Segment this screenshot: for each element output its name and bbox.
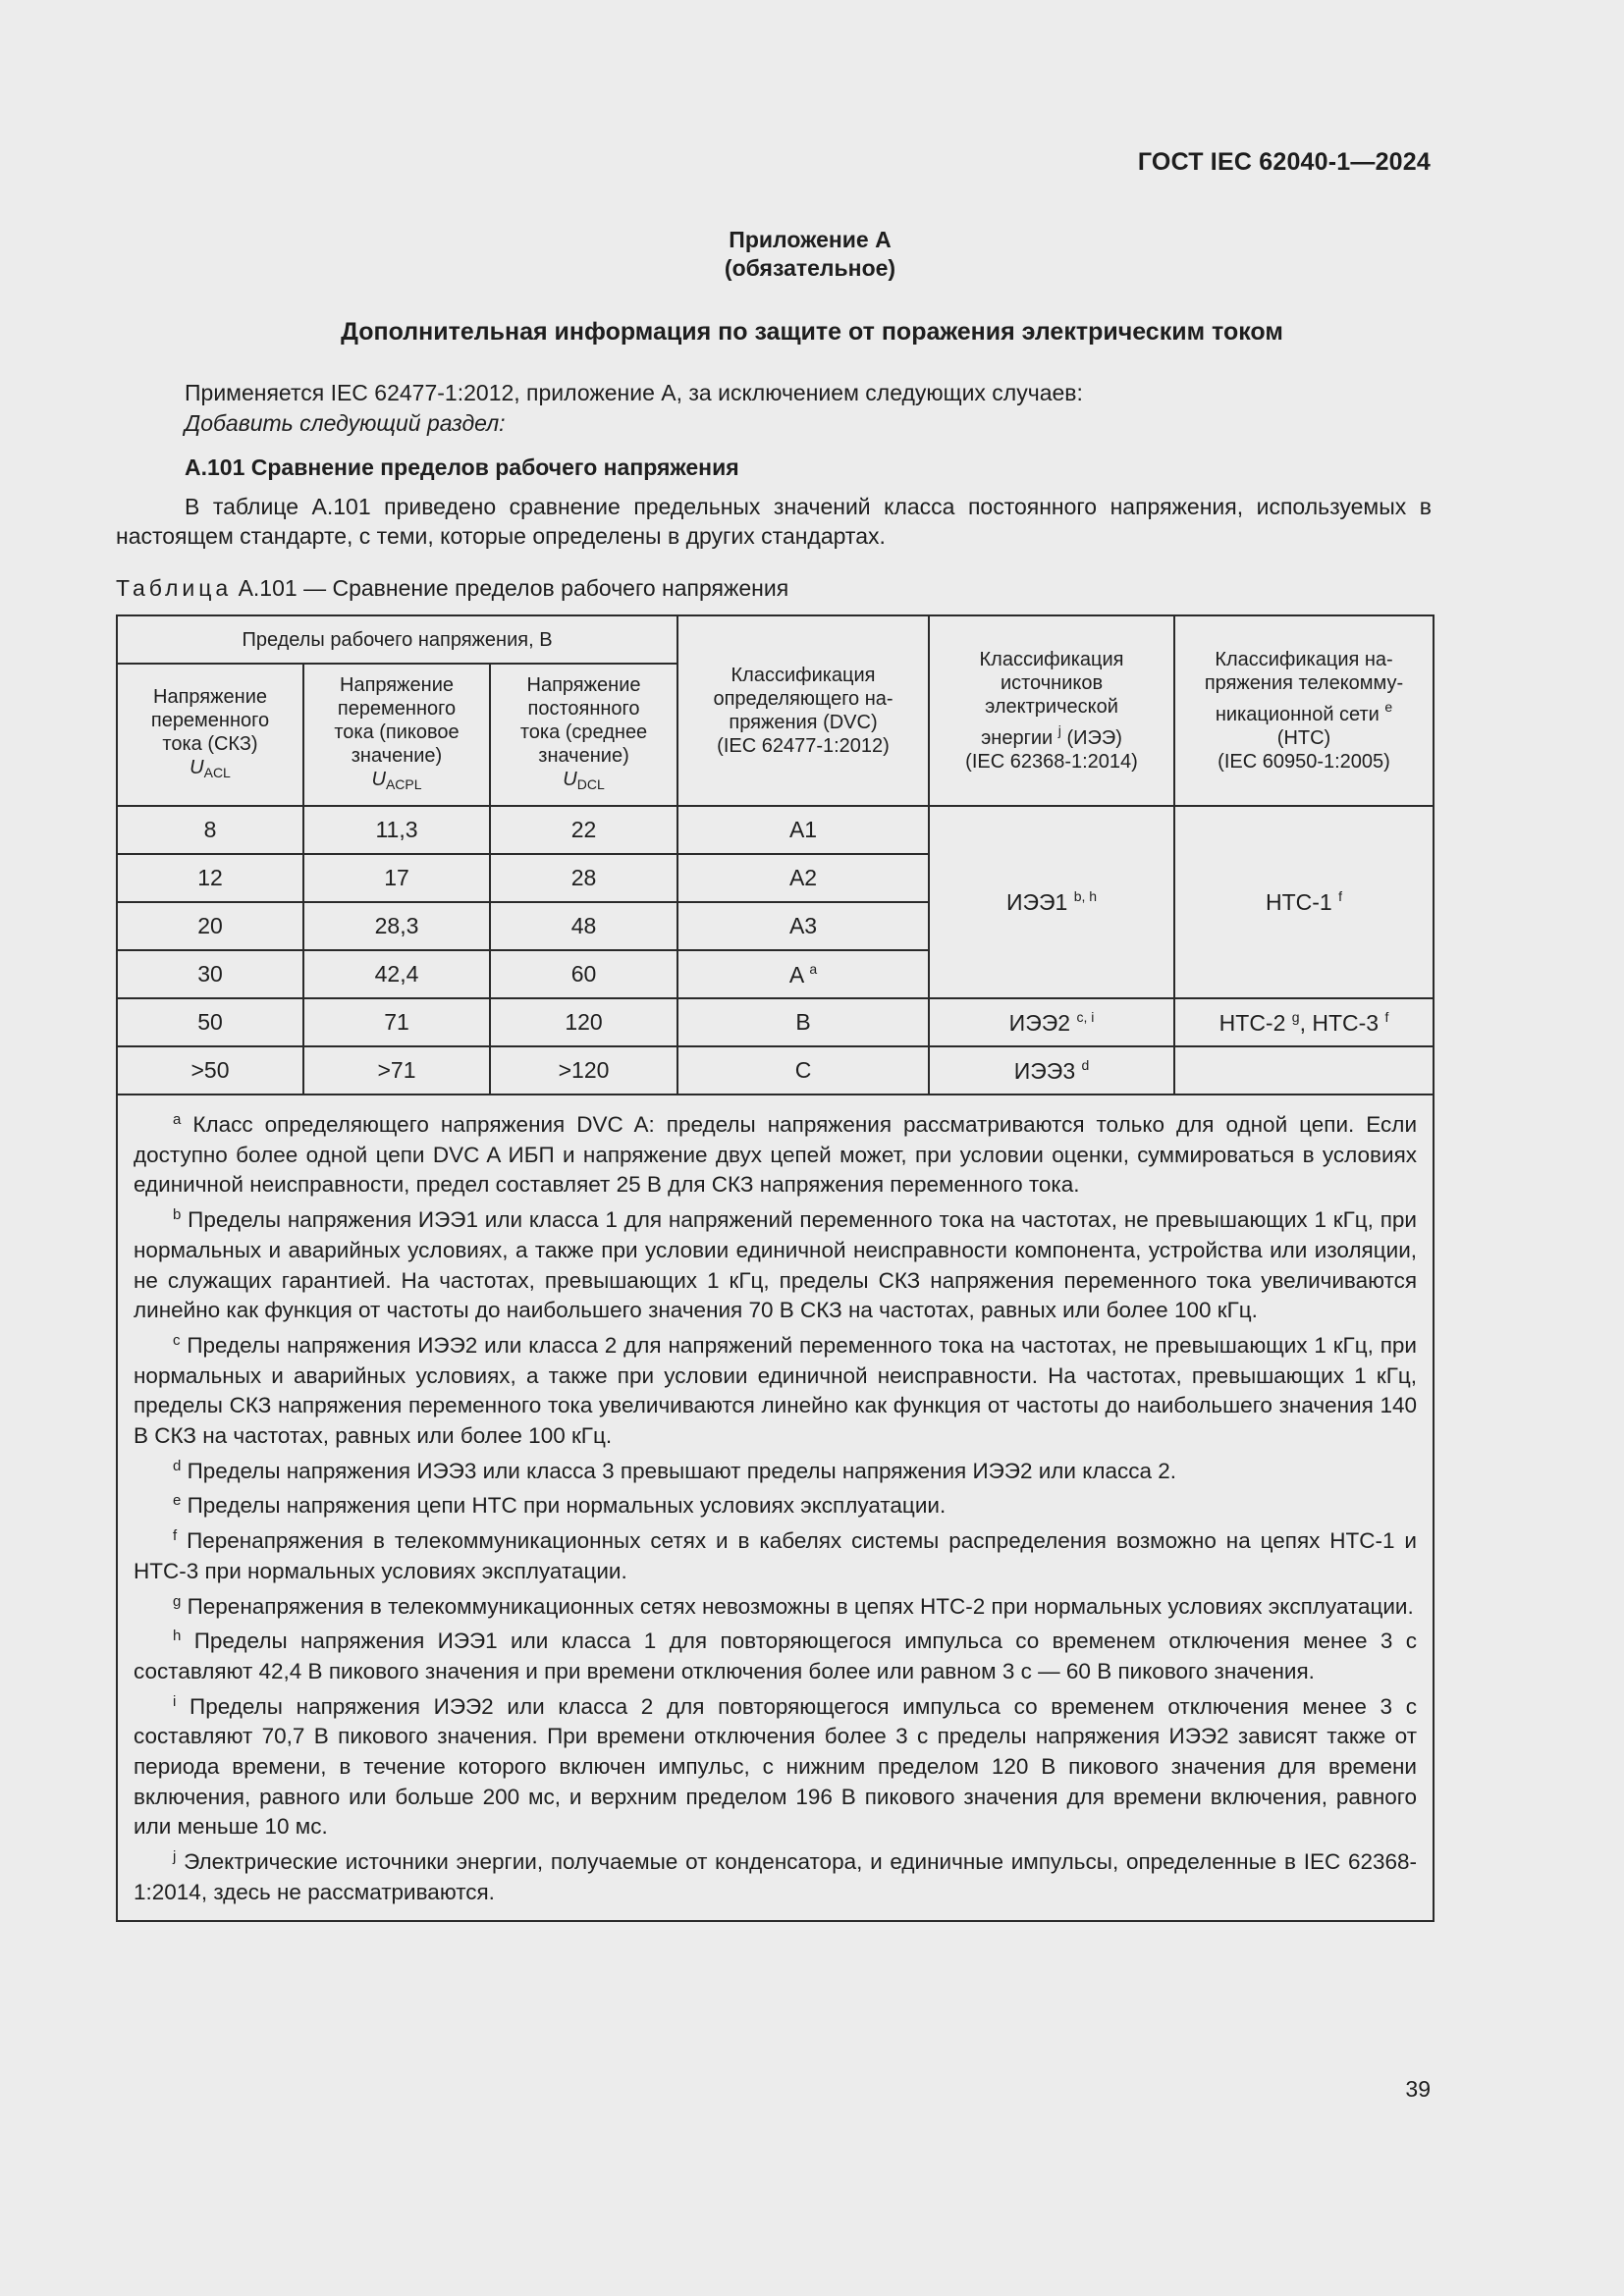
footnote-mark: d [173,1457,182,1474]
cell-acl: 20 [117,902,303,950]
dvc-header [677,615,929,806]
dvc-header-std: (IEC 62477-1:2012) [717,735,890,757]
cell-acl: >50 [117,1046,303,1095]
cell-dvc: C [677,1046,929,1095]
nts-header-text: Классификация на-пряжения телекомму-никационной сети [1204,649,1404,725]
annex-subject-heading: Дополнительная информация по защите от поражения электрическим током [341,318,1283,346]
iee-header [929,615,1174,806]
applies-statement: Применяется IEC 62477-1:2012, приложение А, за исключением следующих случаев: [185,380,1083,405]
voltage-limits-table [116,614,1435,1922]
cell-dvc: A1 [677,806,929,854]
table-caption-label: Таблица [116,575,233,601]
cell-acpl: 17 [303,854,490,902]
footnote [134,1486,1417,1522]
table-notes [117,1095,1434,1921]
cell-acl: 8 [117,806,303,854]
footnote [134,1201,1417,1326]
nts3-text: НТС-3 [1312,1009,1380,1036]
cell-dcl: 120 [490,998,677,1046]
section-paragraph: В таблице А.101 приведено сравнение предельных значений класса постоянного напряжения, используемых в настоящем стандарте, с теми, которые определены в других стандартах. [116,494,1432,549]
footnote-mark: e [173,1492,182,1510]
footnote-mark: f [173,1527,178,1545]
dvc-a-text: A [788,961,803,988]
cell-dvc: B [677,998,929,1046]
cell-iee-group [929,806,1174,998]
footnote-mark: b [173,1206,182,1224]
footnote-mark: c [173,1331,181,1349]
cell-acl: 12 [117,854,303,902]
iee-header-sup: j [1057,722,1061,738]
cell-nts-empty [1174,1046,1434,1095]
cell-nts [1174,998,1434,1046]
footnote [134,1326,1417,1452]
acl-symbol-sub: ACL [203,765,231,780]
cell-acl: 50 [117,998,303,1046]
dvc-a-sup: a [809,960,818,977]
iee-header-std: (IEC 62368-1:2014) [965,751,1138,773]
acpl-header [303,664,490,806]
dcl-header [490,664,677,806]
page-number: 39 [1405,2076,1431,2102]
annex-status: (обязательное) [724,255,896,281]
footnote-mark: g [173,1592,182,1610]
table-row [117,1046,1434,1095]
cell-nts-group [1174,806,1434,998]
footnote-mark: j [173,1848,177,1866]
annex-title: Приложение А [729,227,892,252]
nts-header-sup: e [1384,699,1393,715]
section-title: А.101 Сравнение пределов рабочего напряжения [185,454,739,480]
cell-dcl: >120 [490,1046,677,1095]
cell-acl: 30 [117,950,303,998]
iee2-text: ИЭЭ2 [1008,1009,1071,1036]
footnote-mark: i [173,1692,177,1710]
cell-iee [929,1046,1174,1095]
footnote [134,1687,1417,1843]
cell-acpl: >71 [303,1046,490,1095]
footnote [134,1622,1417,1686]
footnote [134,1105,1417,1201]
iee1-sup: b, h [1073,888,1098,904]
footnote-mark: h [173,1628,182,1645]
footnote-text: Пределы напряжения ИЭЭ2 или класса 2 для напряжений переменного тока на частотах, не превышающих 1 кГц, при нормальных и аварийных условиях, а также при условии единичной неисправности. На частотах, превышающих 1 кГц, пределы СКЗ напряжения переменного тока увеличиваются линейно как функция от частоты до наибольшего значения 140 В СКЗ на частотах, равных или более 100 кГц. [134,1332,1418,1449]
cell-dcl: 22 [490,806,677,854]
acl-header [117,664,303,806]
standard-designation: ГОСТ IEC 62040-1—2024 [1137,148,1431,176]
nts-header-abbr: (НТС) [1276,727,1331,749]
iee2-sup: c, i [1076,1008,1095,1025]
limits-header: Пределы рабочего напряжения, В [117,615,677,664]
dvc-header-text: Классификация определяющего на-пряжения (DVC) [713,665,893,733]
footnote-text: Перенапряжения в телекоммуникационных сетях невозможны в цепях НТС-2 при нормальных условиях эксплуатации. [187,1593,1414,1619]
nts2-text: НТС-2 [1218,1009,1286,1036]
footnote-text: Электрические источники энергии, получаемые от конденсатора, и единичные импульсы, определенные в IEC 62368-1:2014, здесь не рассматриваются. [134,1849,1418,1904]
iee-header-abbr: (ИЭЭ) [1060,727,1122,749]
cell-dvc [677,950,929,998]
footnote-text: Класс определяющего напряжения DVC A: пределы напряжения рассматриваются только для одной цепи. Если доступно более одной цепи DVC A ИБП и напряжение двух цепей может, при условии оценки, суммироваться в условиях единичной неисправности, предел составляет 25 В для СКЗ напряжения переменного тока. [134,1112,1418,1198]
cell-acpl: 42,4 [303,950,490,998]
cell-dcl: 48 [490,902,677,950]
add-instruction: Добавить следующий раздел: [185,410,506,436]
table-row [117,998,1434,1046]
footnote-text: Пределы напряжения ИЭЭ1 или класса 1 для напряжений переменного тока на частотах, не превышающих 1 кГц, при нормальных и аварийных условиях, а также при условии единичной неисправности компонента, устройства или изоляции, не служащих гарантией. На частотах, превышающих 1 кГц, пределы СКЗ напряжения переменного тока увеличиваются линейно как функция от частоты до наибольшего значения 70 В СКЗ на частотах, равных или более 100 кГц. [134,1207,1418,1323]
nts2-sup: g [1291,1008,1300,1025]
acl-symbol: U [189,757,204,778]
cell-dcl: 28 [490,854,677,902]
cell-iee [929,998,1174,1046]
cell-acpl: 71 [303,998,490,1046]
footnote-text: Пределы напряжения ИЭЭ1 или класса 1 для повторяющегося импульса со временем отключения менее 3 с составляют 42,4 В пикового значения и при времени отключения более или равном 3 с — 60 В пикового значения. [134,1629,1417,1683]
table-row [117,806,1434,854]
acpl-header-text: Напряжение переменного тока (пиковое значение) [334,674,460,767]
footnote [134,1452,1417,1487]
cell-dvc: A3 [677,902,929,950]
footnote-text: Пределы напряжения ИЭЭ2 или класса 2 для повторяющегося импульса со временем отключения менее 3 с составляют 70,7 В пикового значения. При времени отключения более 3 с пределы напряжения ИЭЭ2 зависят также от периода времени, в течение которого включен импульс, с нижним пределом 120 В пикового значения для времени включения, равного или больше 200 мс, и верхним пределом 196 В пикового значения для времени включения, равного или меньше 10 мс. [134,1693,1418,1840]
table-caption [116,575,788,602]
footnote-text: Пределы напряжения ИЭЭ3 или класса 3 превышают пределы напряжения ИЭЭ2 или класса 2. [187,1458,1177,1483]
cell-acpl: 28,3 [303,902,490,950]
nts-header-std: (IEC 60950-1:2005) [1218,751,1390,773]
footnote [134,1522,1417,1586]
nts-header [1174,615,1434,806]
nts1-sup: f [1338,888,1343,904]
acl-header-text: Напряжение переменного тока (СКЗ) [150,686,270,755]
dcl-header-text: Напряжение постоянного тока (среднее значение) [519,674,648,767]
annex-heading [0,226,1624,283]
cell-dcl: 60 [490,950,677,998]
nts1-text: НТС-1 [1266,889,1332,915]
dcl-symbol: U [563,769,577,790]
dcl-symbol-sub: DCL [576,776,605,792]
footnote [134,1587,1417,1623]
iee3-text: ИЭЭ3 [1013,1057,1076,1084]
footnote [134,1842,1417,1907]
acpl-symbol-sub: ACPL [385,776,422,792]
acpl-symbol: U [371,769,386,790]
cell-acpl: 11,3 [303,806,490,854]
footnote-text: Перенапряжения в телекоммуникационных сетях и в кабелях системы распределения возможно на цепях НТС-1 и НТС-3 при нормальных условиях эксплуатации. [134,1528,1417,1583]
nts-separator: , [1299,1009,1313,1036]
footnote-mark: a [173,1111,182,1128]
nts3-sup: f [1384,1008,1389,1025]
cell-dvc: A2 [677,854,929,902]
iee-header-text: Классификация источников электрической энергии [979,649,1124,749]
iee3-sup: d [1081,1056,1090,1073]
table-caption-text: А.101 — Сравнение пределов рабочего напряжения [232,575,789,601]
iee1-text: ИЭЭ1 [1005,889,1068,915]
footnote-text: Пределы напряжения цепи НТС при нормальных условиях эксплуатации. [187,1493,947,1519]
